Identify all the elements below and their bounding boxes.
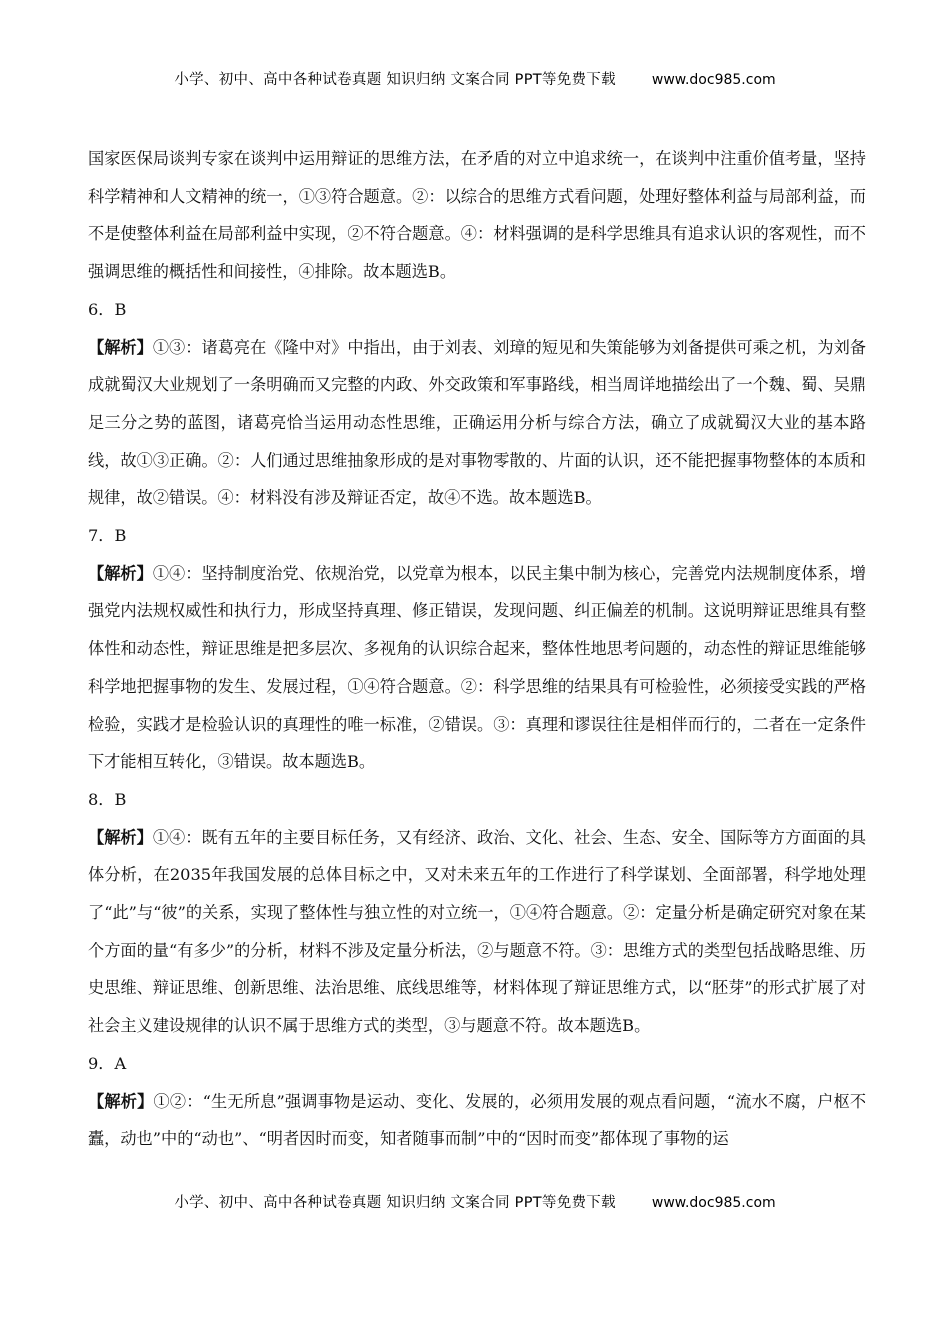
analysis-text: ①③：诸葛亮在《隆中对》中指出，由于刘表、刘璋的短见和失策能够为刘备提供可乘之机，为刘备成就蜀汉大业规划了一条明确而又完整的内政、外交政策和军事路线，相当周详地描绘出了一个魏、蜀、吴鼎足三分之势的蓝图，诸葛亮恰当运用动态性思维，正确运用分析与综合方法，确立了成就蜀汉大业的基本路线，故①③正确。②：人们通过思维抽象形成的是对事物零散的、片面的认识，还不能把握事物整体的本质和规律，故②错误。④：材料没有涉及辩证否定，故④不选。故本题选B。: [88, 337, 867, 508]
answer-item-7: [88, 517, 866, 781]
footer-url[interactable]: www.doc985.com: [651, 1195, 776, 1211]
answer-item-6: [88, 291, 866, 517]
analysis-text: ①④：既有五年的主要目标任务，又有经济、政治、文化、社会、生态、安全、国际等方方面面的具体分析，在2035年我国发展的总体目标之中，又对未来五年的工作进行了科学谋划、全面部署，科学地处理了“此”与“彼”的关系，实现了整体性与独立性的对立统一，①④符合题意。②：定量分析是确定研究对象在某个方面的量“有多少”的分析，材料不涉及定量分析法，②与题意不符。③：思维方式的类型包括战略思维、历史思维、辩证思维、创新思维、法治思维、底线思维等，材料体现了辩证思维方式，以“胚芽”的形式扩展了对社会主义建设规律的认识不属于思维方式的类型，③与题意不符。故本题选B。: [88, 827, 867, 1036]
footer-text: 小学、初中、高中各种试卷真题 知识归纳 文案合同 PPT等免费下载: [174, 1195, 616, 1211]
analysis-paragraph: [88, 1083, 866, 1158]
answer-item-8: [88, 781, 866, 1045]
analysis-label: 【解析】: [88, 337, 153, 357]
answer-label: 8．B: [88, 789, 127, 809]
header-url[interactable]: www.doc985.com: [651, 72, 776, 88]
analysis-paragraph: [88, 329, 866, 518]
page-footer: [0, 1191, 950, 1212]
answer-label: 7．B: [88, 526, 127, 546]
analysis-label: 【解析】: [88, 563, 153, 583]
analysis-text: ①④：坚持制度治党、依规治党，以党章为根本，以民主集中制为核心，完善党内法规制度体系，增强党内法规权威性和执行力，形成坚持真理、修正错误，发现问题、纠正偏差的机制。这说明辩证思维具有整体性和动态性，辩证思维是把多层次、多视角的认识综合起来，整体性地思考问题的，动态性的辩证思维能够科学地把握事物的发生、发展过程，①④符合题意。②：科学思维的结果具有可检验性，必须接受实践的严格检验，实践才是检验认识的真理性的唯一标准，②错误。③：真理和谬误往往是相伴而行的，二者在一定条件下才能相互转化，③错误。故本题选B。: [88, 563, 867, 772]
page-header: [0, 68, 950, 89]
analysis-paragraph: [88, 555, 866, 781]
document-body: [88, 140, 866, 1158]
analysis-label: 【解析】: [88, 1091, 154, 1111]
header-text: 小学、初中、高中各种试卷真题 知识归纳 文案合同 PPT等免费下载: [174, 72, 616, 88]
intro-paragraph: 国家医保局谈判专家在谈判中运用辩证的思维方法，在矛盾的对立中追求统一，在谈判中注重价值考量，坚持科学精神和人文精神的统一，①③符合题意。②：以综合的思维方式看问题，处理好整体利益与局部利益，而不是使整体利益在局部利益中实现，②不符合题意。④：材料强调的是科学思维具有追求认识的客观性，而不强调思维的概括性和间接性，④排除。故本题选B。: [88, 149, 866, 282]
answer-label: 6．B: [88, 299, 127, 319]
answer-item-9: [88, 1045, 866, 1158]
analysis-text: ①②：“生无所息”强调事物是运动、变化、发展的，必须用发展的观点看问题，“流水不腐，户枢不蠹，动也”中的“动也”、“明者因时而变，知者随事而制”中的“因时而变”都体现了事物的运: [88, 1091, 867, 1149]
analysis-paragraph: [88, 819, 866, 1045]
analysis-label: 【解析】: [88, 827, 153, 847]
answer-label: 9．A: [88, 1053, 127, 1073]
